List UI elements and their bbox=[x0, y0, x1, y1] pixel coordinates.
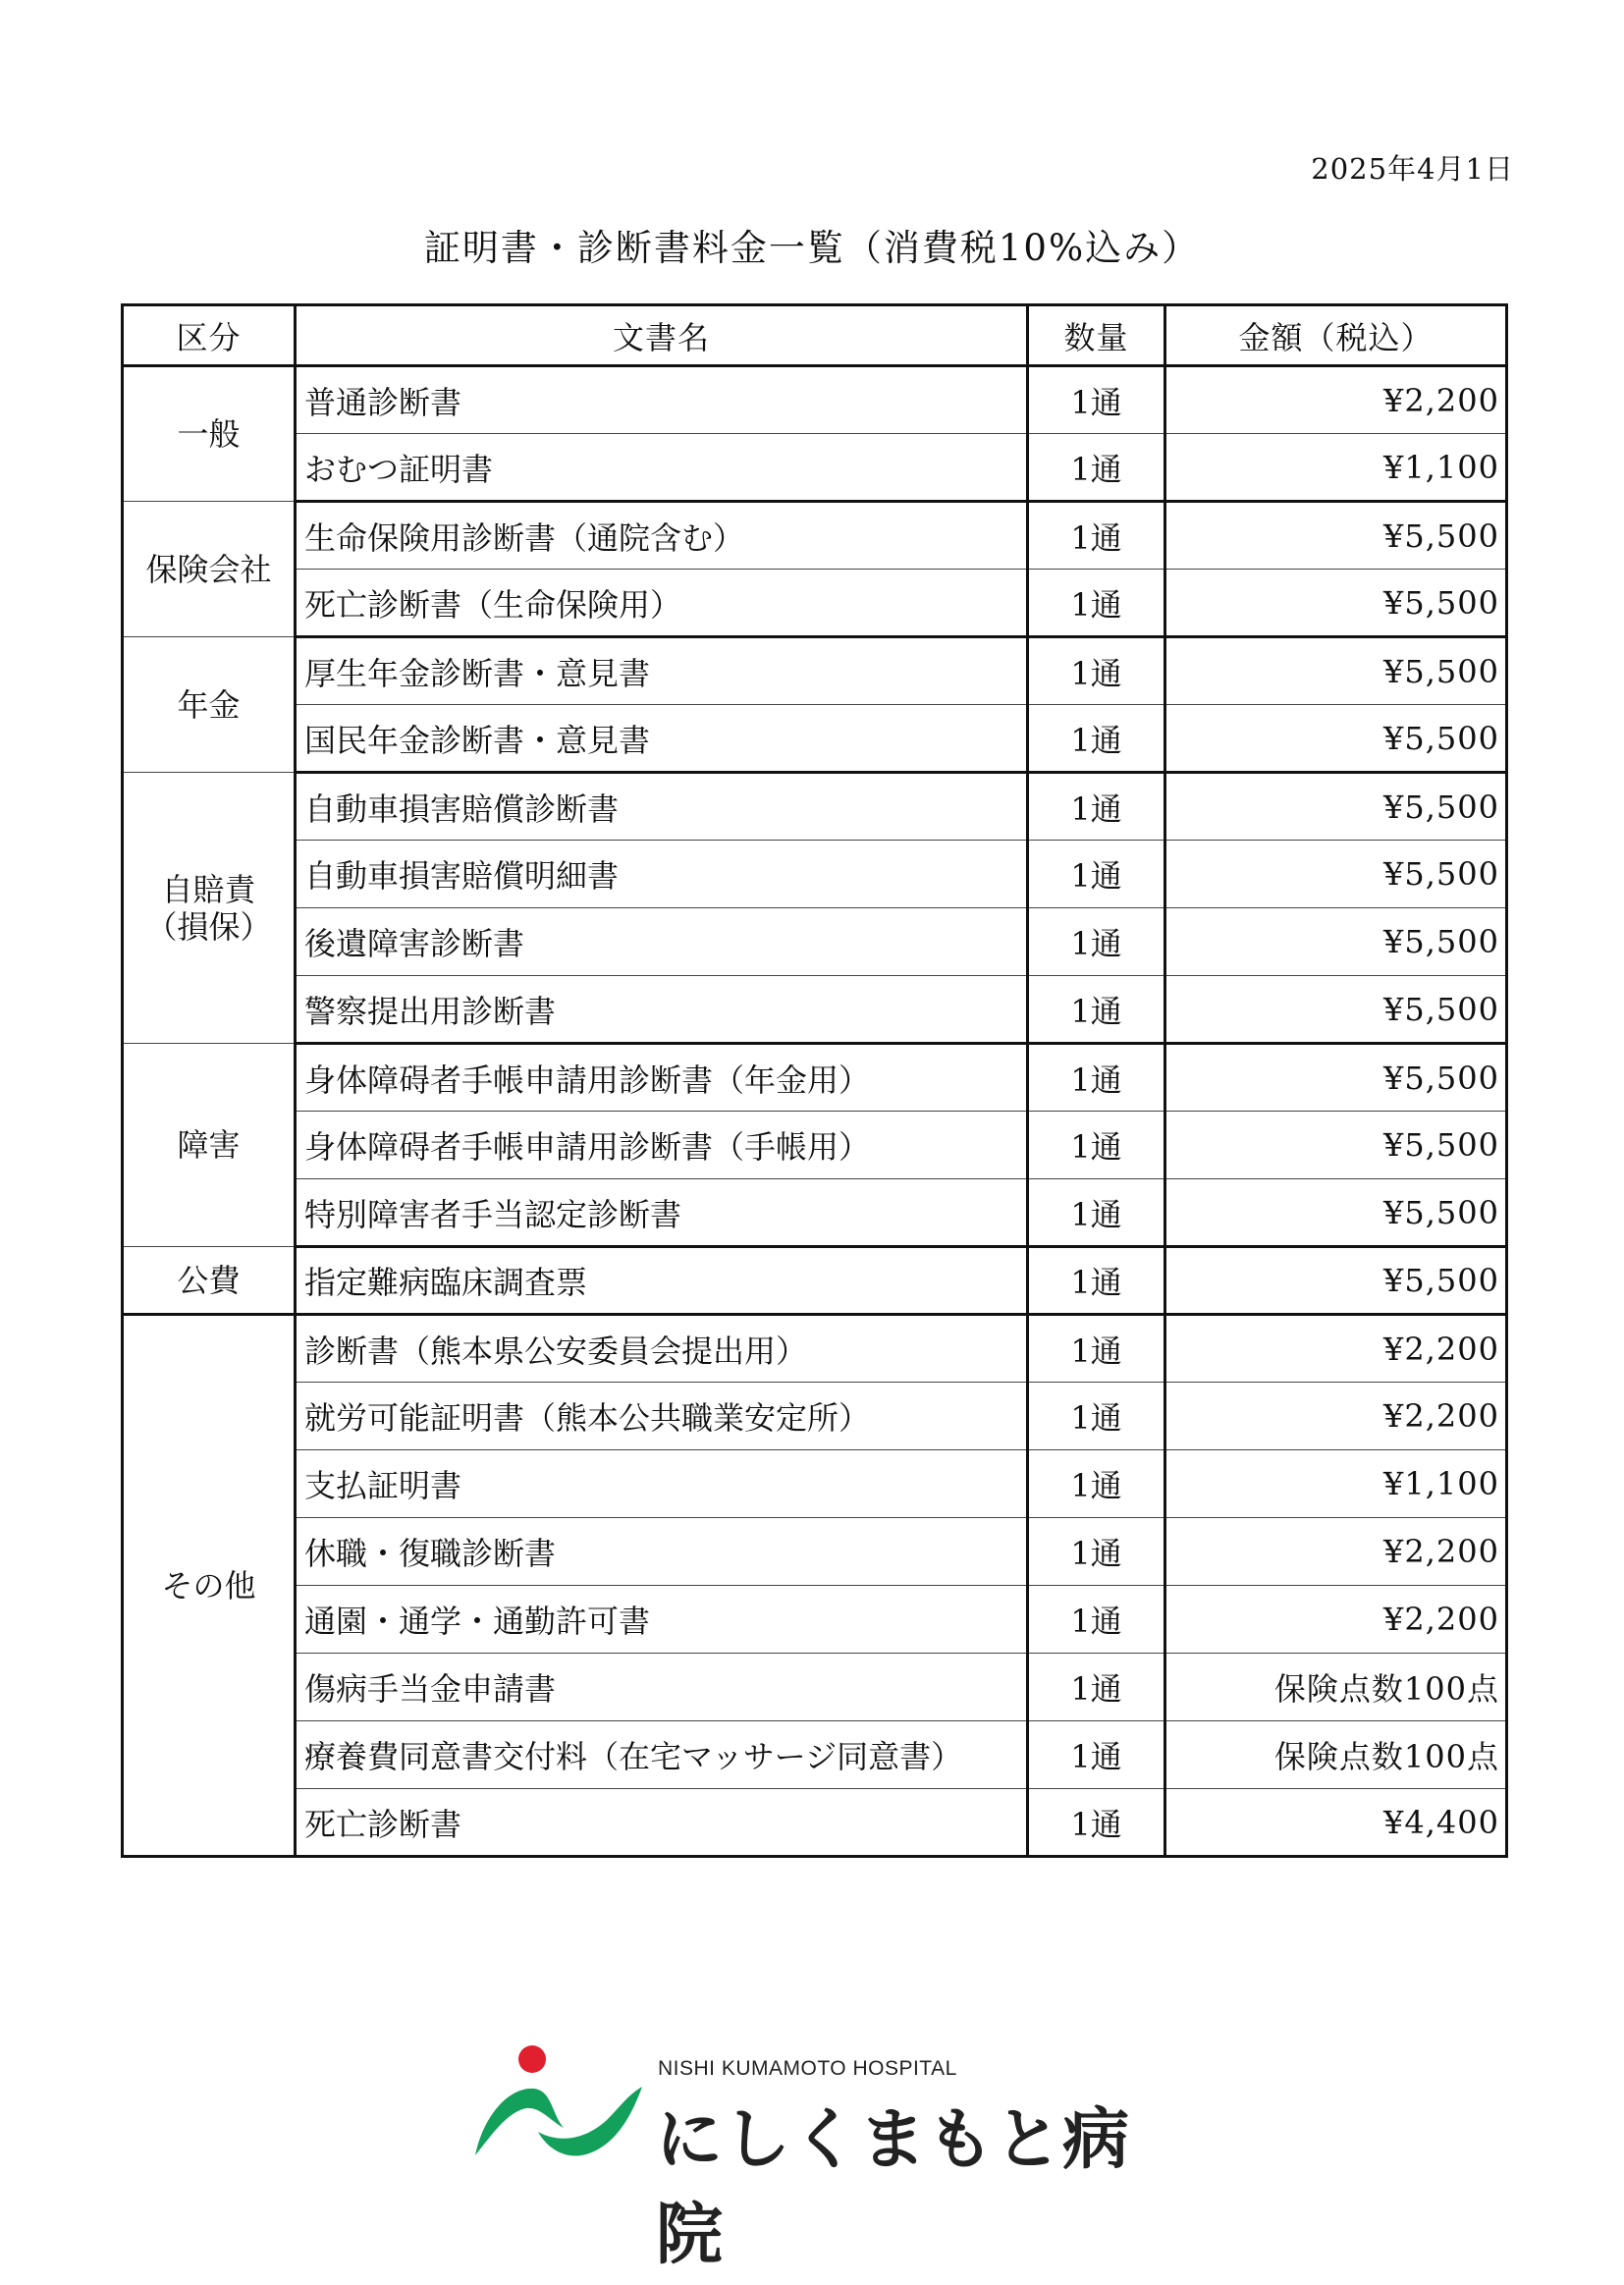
table-row bbox=[123, 637, 1507, 705]
quantity-cell: 1通 bbox=[1028, 366, 1165, 434]
table-row bbox=[123, 570, 1507, 637]
quantity-cell: 1通 bbox=[1028, 1586, 1165, 1654]
document-name-cell: 自動車損害賠償明細書 bbox=[296, 841, 1028, 908]
table-row bbox=[123, 1654, 1507, 1721]
category-cell: 年金 bbox=[123, 637, 296, 773]
quantity-cell: 1通 bbox=[1028, 570, 1165, 637]
amount-cell: ¥5,500 bbox=[1165, 773, 1507, 841]
amount-cell: 保険点数100点 bbox=[1165, 1654, 1507, 1721]
quantity-cell: 1通 bbox=[1028, 1112, 1165, 1179]
document-name-cell: 自動車損害賠償診断書 bbox=[296, 773, 1028, 841]
hospital-name-english: NISHI KUMAMOTO HOSPITAL bbox=[658, 2057, 957, 2080]
category-cell: その他 bbox=[123, 1315, 296, 1857]
document-name-cell: 普通診断書 bbox=[296, 366, 1028, 434]
document-name-cell: 警察提出用診断書 bbox=[296, 976, 1028, 1044]
table-row bbox=[123, 841, 1507, 908]
document-name-cell: 支払証明書 bbox=[296, 1450, 1028, 1518]
header-amount: 金額（税込） bbox=[1165, 305, 1507, 366]
document-name-cell: 身体障碍者手帳申請用診断書（手帳用） bbox=[296, 1112, 1028, 1179]
quantity-cell: 1通 bbox=[1028, 773, 1165, 841]
quantity-cell: 1通 bbox=[1028, 1654, 1165, 1721]
table-row bbox=[123, 976, 1507, 1044]
table-row bbox=[123, 434, 1507, 502]
table-row bbox=[123, 502, 1507, 570]
document-name-cell: 死亡診断書（生命保険用） bbox=[296, 570, 1028, 637]
quantity-cell: 1通 bbox=[1028, 1383, 1165, 1450]
header-category: 区分 bbox=[123, 305, 296, 366]
amount-cell: ¥5,500 bbox=[1165, 841, 1507, 908]
quantity-cell: 1通 bbox=[1028, 705, 1165, 773]
quantity-cell: 1通 bbox=[1028, 502, 1165, 570]
amount-cell: ¥5,500 bbox=[1165, 1112, 1507, 1179]
amount-cell: ¥2,200 bbox=[1165, 1383, 1507, 1450]
quantity-cell: 1通 bbox=[1028, 841, 1165, 908]
document-name-cell: 診断書（熊本県公安委員会提出用） bbox=[296, 1315, 1028, 1383]
quantity-cell: 1通 bbox=[1028, 908, 1165, 976]
document-name-cell: 指定難病臨床調査票 bbox=[296, 1247, 1028, 1315]
table-row bbox=[123, 1044, 1507, 1112]
amount-cell: ¥5,500 bbox=[1165, 502, 1507, 570]
quantity-cell: 1通 bbox=[1028, 1179, 1165, 1247]
table-row bbox=[123, 1789, 1507, 1857]
amount-cell: ¥5,500 bbox=[1165, 705, 1507, 773]
table-row bbox=[123, 705, 1507, 773]
document-name-cell: 身体障碍者手帳申請用診断書（年金用） bbox=[296, 1044, 1028, 1112]
quantity-cell: 1通 bbox=[1028, 976, 1165, 1044]
table-row bbox=[123, 1721, 1507, 1789]
table-row bbox=[123, 1586, 1507, 1654]
document-name-cell: 国民年金診断書・意見書 bbox=[296, 705, 1028, 773]
amount-cell: ¥5,500 bbox=[1165, 1044, 1507, 1112]
table-header-row bbox=[123, 305, 1507, 366]
amount-cell: ¥5,500 bbox=[1165, 976, 1507, 1044]
table-row bbox=[123, 1112, 1507, 1179]
document-title: 証明書・診断書料金一覧（消費税10%込み） bbox=[423, 227, 1201, 269]
document-name-cell: 通園・通学・通勤許可書 bbox=[296, 1586, 1028, 1654]
document-date: 2025年4月1日 bbox=[1311, 152, 1514, 186]
fee-table bbox=[121, 303, 1508, 1858]
amount-cell: ¥1,100 bbox=[1165, 434, 1507, 502]
quantity-cell: 1通 bbox=[1028, 1044, 1165, 1112]
table-body bbox=[123, 366, 1507, 1857]
document-name-cell: 厚生年金診断書・意見書 bbox=[296, 637, 1028, 705]
quantity-cell: 1通 bbox=[1028, 1721, 1165, 1789]
table-row bbox=[123, 773, 1507, 841]
table-row bbox=[123, 1179, 1507, 1247]
amount-cell: ¥5,500 bbox=[1165, 908, 1507, 976]
quantity-cell: 1通 bbox=[1028, 1247, 1165, 1315]
document-name-cell: 特別障害者手当認定診断書 bbox=[296, 1179, 1028, 1247]
document-name-cell: 後遺障害診断書 bbox=[296, 908, 1028, 976]
document-name-cell: 就労可能証明書（熊本公共職業安定所） bbox=[296, 1383, 1028, 1450]
amount-cell: 保険点数100点 bbox=[1165, 1721, 1507, 1789]
amount-cell: ¥2,200 bbox=[1165, 366, 1507, 434]
table-row bbox=[123, 1383, 1507, 1450]
amount-cell: ¥2,200 bbox=[1165, 1518, 1507, 1586]
hospital-name-japanese: にしくまもと病院 bbox=[656, 2101, 1131, 2274]
table-row bbox=[123, 1247, 1507, 1315]
amount-cell: ¥2,200 bbox=[1165, 1315, 1507, 1383]
amount-cell: ¥1,100 bbox=[1165, 1450, 1507, 1518]
document-name-cell: おむつ証明書 bbox=[296, 434, 1028, 502]
document-name-cell: 休職・復職診断書 bbox=[296, 1518, 1028, 1586]
quantity-cell: 1通 bbox=[1028, 1518, 1165, 1586]
table-row bbox=[123, 1518, 1507, 1586]
category-cell: 自賠責 （損保） bbox=[123, 773, 296, 1044]
document-name-cell: 生命保険用診断書（通院含む） bbox=[296, 502, 1028, 570]
amount-cell: ¥2,200 bbox=[1165, 1586, 1507, 1654]
amount-cell: ¥5,500 bbox=[1165, 570, 1507, 637]
table-row bbox=[123, 908, 1507, 976]
table-row bbox=[123, 366, 1507, 434]
quantity-cell: 1通 bbox=[1028, 1315, 1165, 1383]
category-cell: 障害 bbox=[123, 1044, 296, 1247]
table-row bbox=[123, 1450, 1507, 1518]
quantity-cell: 1通 bbox=[1028, 1450, 1165, 1518]
hospital-logo bbox=[469, 2038, 1176, 2274]
quantity-cell: 1通 bbox=[1028, 434, 1165, 502]
amount-cell: ¥5,500 bbox=[1165, 637, 1507, 705]
category-cell: 公費 bbox=[123, 1247, 296, 1315]
amount-cell: ¥5,500 bbox=[1165, 1247, 1507, 1315]
amount-cell: ¥5,500 bbox=[1165, 1179, 1507, 1247]
quantity-cell: 1通 bbox=[1028, 637, 1165, 705]
category-cell: 保険会社 bbox=[123, 502, 296, 637]
amount-cell: ¥4,400 bbox=[1165, 1789, 1507, 1857]
header-document-name: 文書名 bbox=[296, 305, 1028, 366]
table-row bbox=[123, 1315, 1507, 1383]
quantity-cell: 1通 bbox=[1028, 1789, 1165, 1857]
hospital-logo-mark-icon bbox=[469, 2038, 646, 2175]
category-cell: 一般 bbox=[123, 366, 296, 502]
document-name-cell: 療養費同意書交付料（在宅マッサージ同意書） bbox=[296, 1721, 1028, 1789]
header-quantity: 数量 bbox=[1028, 305, 1165, 366]
document-name-cell: 傷病手当金申請書 bbox=[296, 1654, 1028, 1721]
document-name-cell: 死亡診断書 bbox=[296, 1789, 1028, 1857]
